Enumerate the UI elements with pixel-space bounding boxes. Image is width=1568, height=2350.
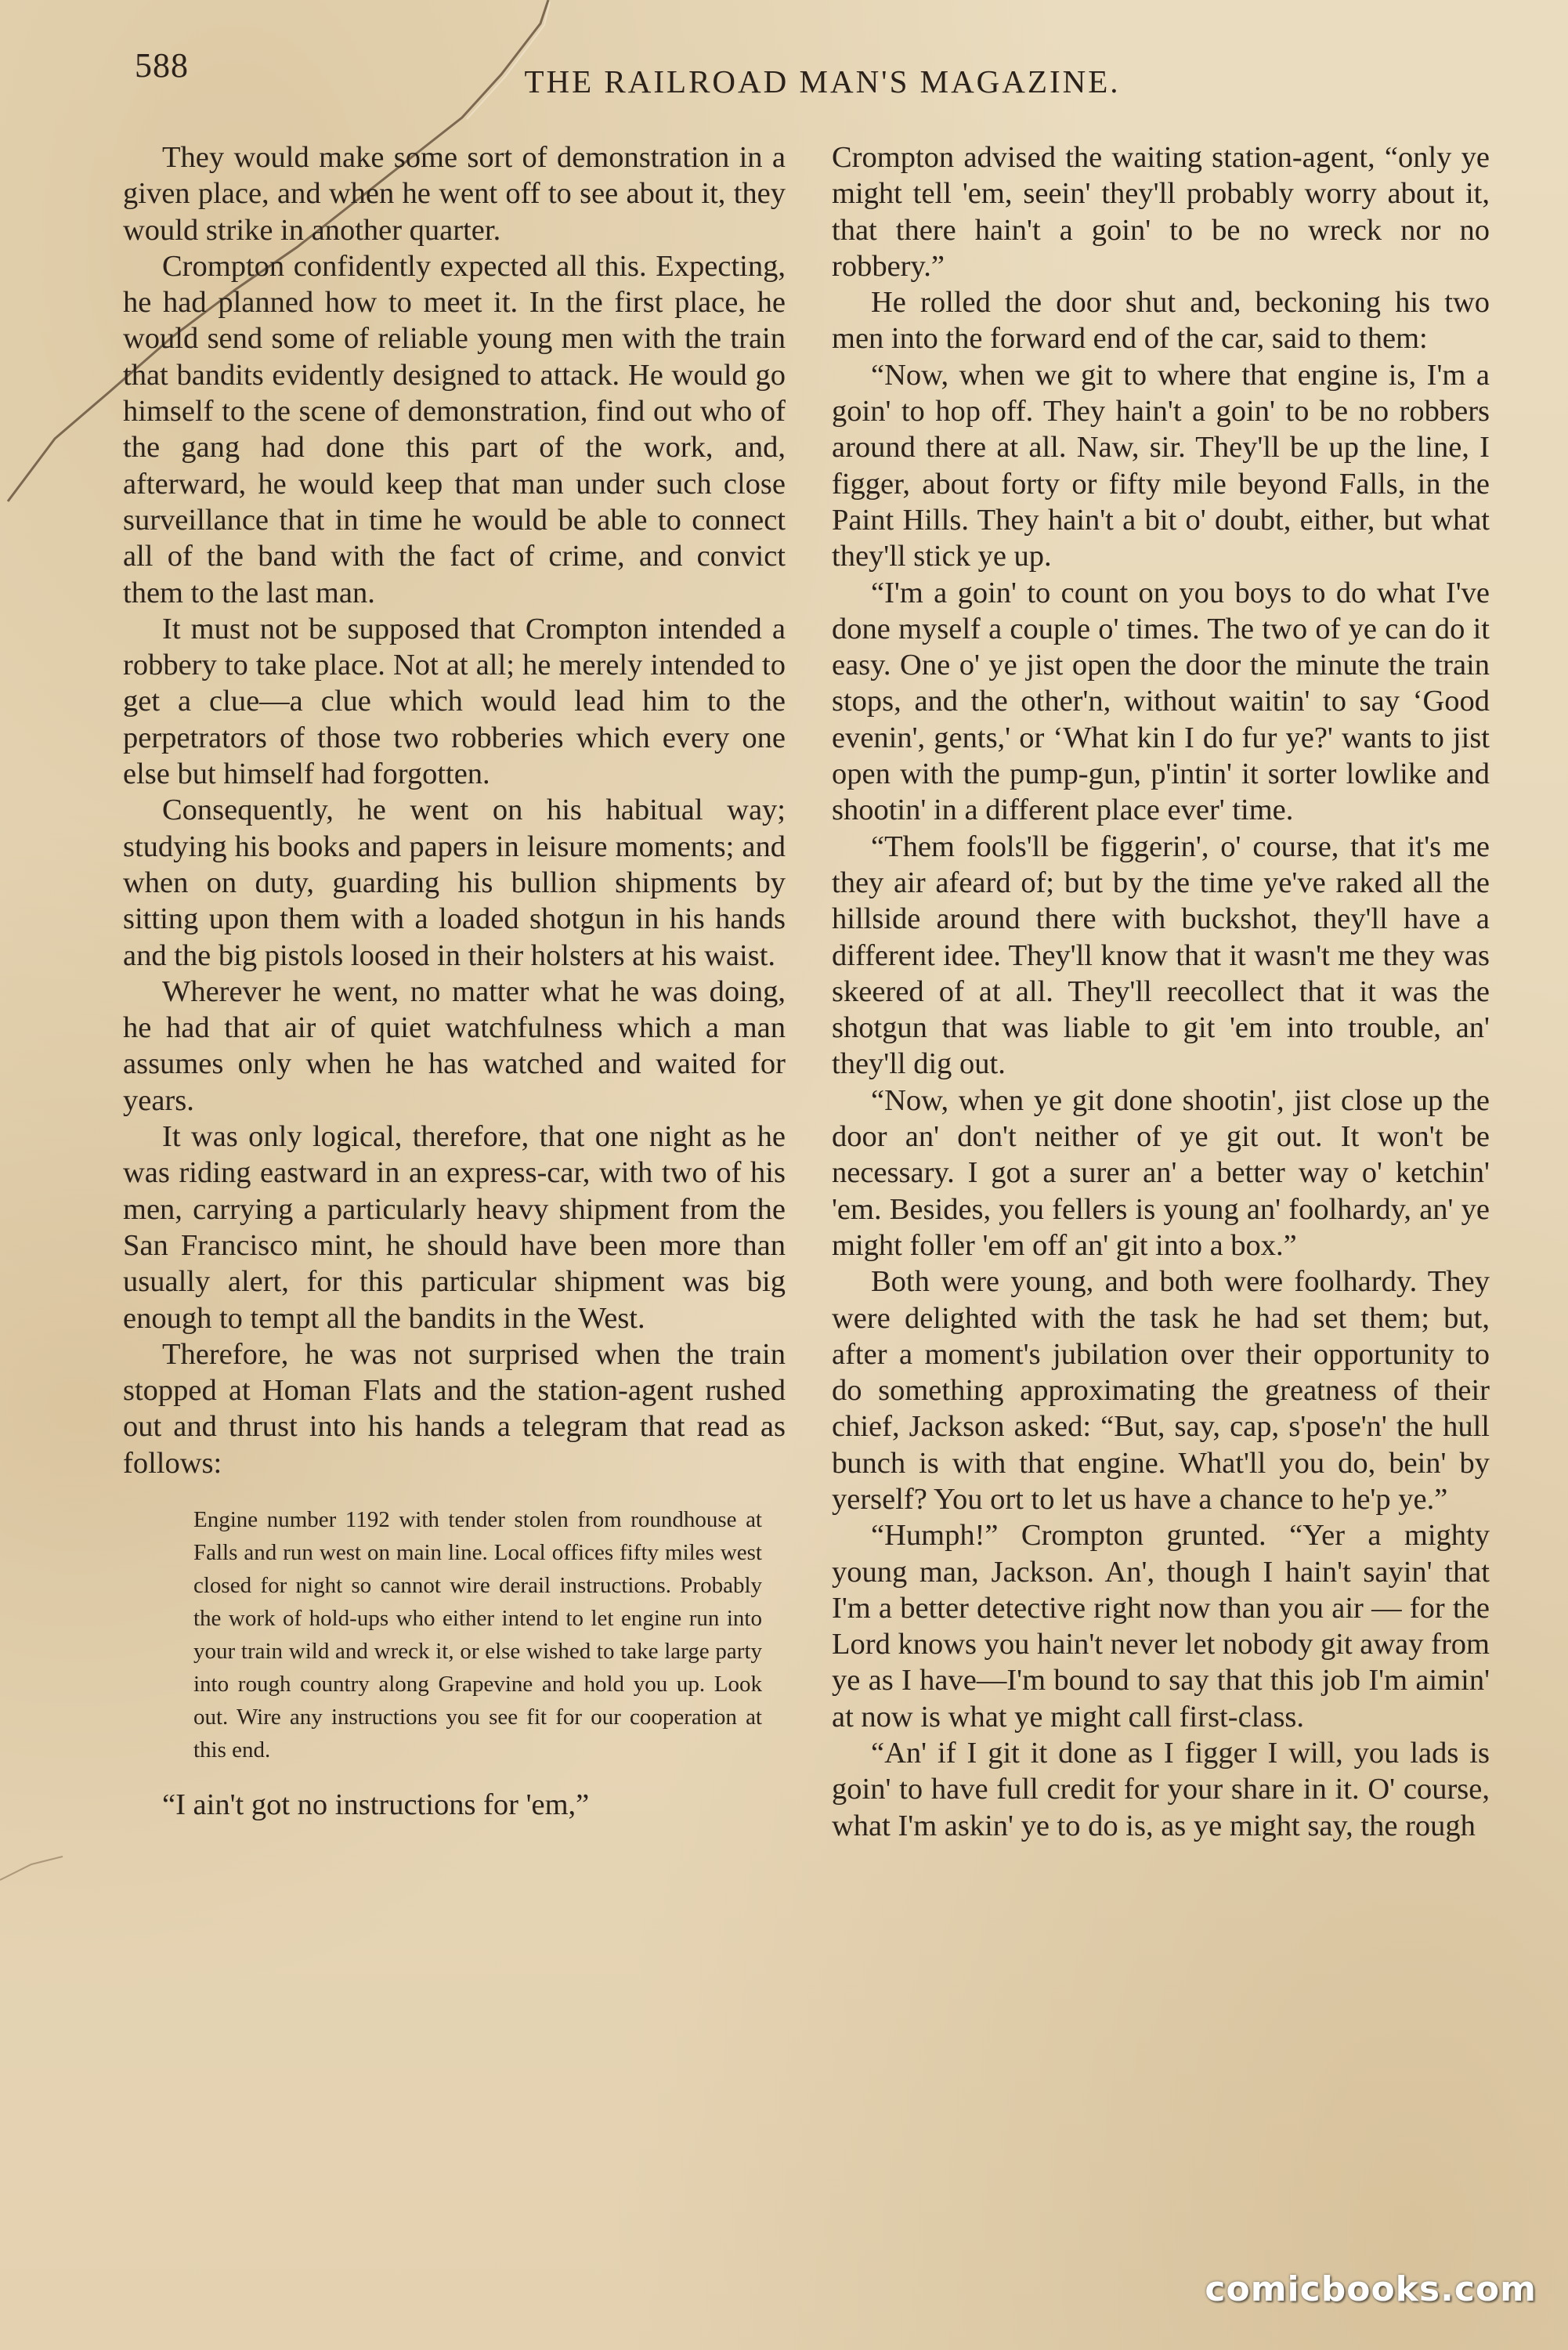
right-column: [832, 139, 1490, 1844]
paragraph: “I ain't got no instructions for 'em,”: [162, 1788, 590, 1821]
running-head: THE RAILROAD MAN'S MAGAZINE.: [524, 63, 1121, 99]
left-column: [123, 139, 786, 1823]
paragraph: It must not be supposed that Crompton intended a robbery to take place. Not at all; he merely intended to get a clue—a clue which would lead him to the perpetrators of those two robberies which every one else but himself had forgotten.: [123, 612, 786, 791]
paragraph: “I'm a goin' to count on you boys to do what I've done myself a couple o' times. The two of ye can do it easy. One o' ye jist open the door the minute the train stops, and the other'n, without waitin' to say ‘Good evenin', gents,' or ‘What kin I do fur ye?' wants to jist open with the pump-gun, p'intin' it sorter lowlike and shootin' in a different place ever' time.: [832, 576, 1490, 827]
paragraph: Consequently, he went on his habitual way; studying his books and papers in leisure moments; and when on duty, guarding his bullion shipments by sitting upon them with a loaded shotgun in his hands and the big pistols loosed in their holsters at his waist.: [123, 794, 786, 972]
paragraph: Wherever he went, no matter what he was doing, he had that air of quiet watchfulness which a man assumes only when he has watched and waited for years.: [123, 974, 786, 1117]
paragraph: “Now, when we git to where that engine is, I'm a goin' to hop off. They hain't a goin' to be no robbers around there at all. Naw, sir. They'll be up the line, I figger, about forty or fifty mile beyond Falls, in the Paint Hills. They hain't a bit o' doubt, either, but what they'll stick ye up.: [832, 358, 1490, 573]
telegram-block: [123, 1503, 786, 1766]
telegram-text: Engine number 1192 with tender stolen from roundhouse at Falls and run west on main line. Local offices fifty miles west closed for night so cannot wire derail instructions. Probably the work of hold-ups who either intend to let engine run into your train wild and wreck it, or else wished to take large party into rough country along Grapevine and hold you up. Look out. Wire any instructions you see fit for our cooperation at this end.: [193, 1506, 762, 1762]
paragraph: Both were young, and both were foolhardy. They were delighted with the task he had set them; but, after a moment's jubilation over their opportunity to do something approximating the greatness of their chief, Jackson asked: “But, say, cap, s'pose'n' the hull bunch is with that engine. What'll you do, bein' by yerself? You ort to let us have a chance to he'p ye.”: [832, 1265, 1490, 1516]
watermark: comicbooks.com: [1205, 2269, 1537, 2309]
paragraph: “An' if I git it done as I figger I will, you lads is goin' to have full credit for your share in it. O' course, what I'm askin' ye to do is, as ye might say, the rough: [832, 1737, 1490, 1842]
paragraph: Therefore, he was not surprised when the train stopped at Homan Flats and the station-agent rushed out and thrust into his hands a telegram that read as follows:: [123, 1337, 786, 1480]
paragraph: It was only logical, therefore, that one night as he was riding eastward in an express-car, with two of his men, carrying a particularly heavy shipment from the San Francisco mint, he should have been more than usually alert, for this particular shipment was big enough to tempt all the bandits in the West.: [123, 1120, 786, 1335]
paragraph: They would make some sort of demonstration in a given place, and when he went off to see about it, they would strike in another quarter.: [123, 141, 786, 247]
paragraph: “Them fools'll be figgerin', o' course, that it's me they air afeard of; but by the time ye've raked all the hillside around there with buckshot, they'll have a different idee. They'll know that it wasn't me they was skeered of at all. They'll reecollect that it was the shotgun that was liable to git 'em into trouble, an' they'll dig out.: [832, 830, 1490, 1081]
paragraph: “Now, when ye git done shootin', jist close up the door an' don't neither of ye git out. It won't be necessary. I got a surer an' a better way o' ketchin' 'em. Besides, you fellers is young an' foolhardy, an' ye might foller 'em off an' git into a box.”: [832, 1083, 1490, 1262]
paragraph: He rolled the door shut and, beckoning his two men into the forward end of the car, said to them:: [832, 286, 1490, 356]
paragraph: “Humph!” Crompton grunted. “Yer a mighty young man, Jackson. An', though I hain't sayin' that I'm a better detective right now than you air — for the Lord knows you hain't never let nobody git away from ye as I have—I'm bound to say that this job I'm aimin' at now is what ye might call first-class.: [832, 1519, 1490, 1734]
page-number: 588: [135, 46, 189, 85]
paragraph: Crompton advised the waiting station-agent, “only ye might tell 'em, seein' they'll probably worry about it, that there hain't a goin' to be no wreck nor no robbery.”: [832, 141, 1490, 283]
paragraph: Crompton confidently expected all this. Expecting, he had planned how to meet it. In the first place, he would send some of reliable young men with the train that bandits evidently designed to attack. He would go himself to the scene of demonstration, find out who of the gang had done this part of the work, and, afterward, he would keep that man under such close surveillance that in time he would be able to connect all of the band with the fact of crime, and convict them to the last man.: [123, 249, 786, 609]
